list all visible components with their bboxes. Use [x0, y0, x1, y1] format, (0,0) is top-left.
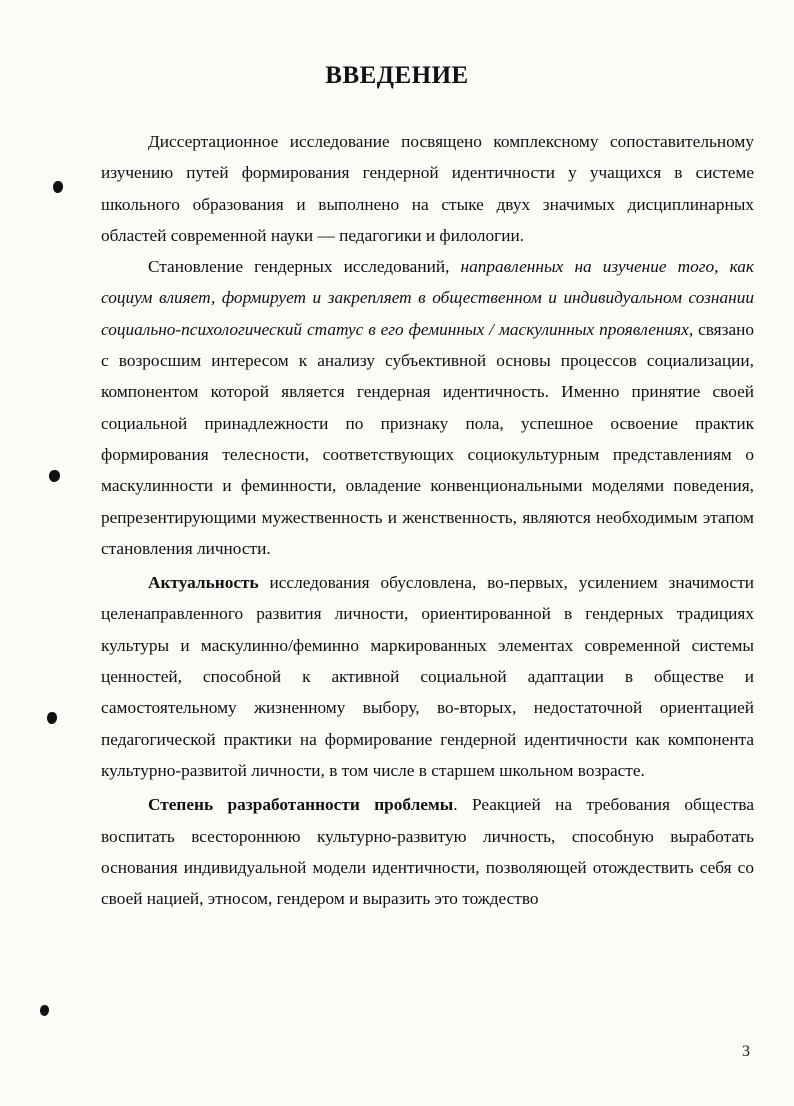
- scan-mark: [53, 181, 63, 193]
- paragraph-relevance: [101, 567, 754, 786]
- body-text: [101, 126, 754, 914]
- term-relevance: Актуальность: [148, 573, 259, 593]
- paragraph-intro: Диссертационное исследование посвящено комплексному сопоставительному изучению путей формирования гендерной идентичности у учащихся в системе школьного образования и выполнено на стыке двух значимых дисциплинарных областей современной науки — педагогики и филологии.: [101, 132, 754, 245]
- page-number: 3: [742, 1043, 750, 1060]
- scan-mark: [40, 1005, 49, 1016]
- paragraph-gender-studies: [101, 251, 754, 564]
- paragraph-rest: . Реакцией на требования общества воспитать всестороннюю культурно-развитую личность, способную выработать основания индивидуальной модели идентичности, позволяющей отождествить себя со своей нацией, этносом, гендером и выразить это тождество: [101, 795, 754, 909]
- term-problem-state: Степень разработанности проблемы: [148, 795, 454, 815]
- paragraph-rest: , связано с возросшим интересом к анализу субъективной основы процессов социализации, компонентом которой является гендерная идентичность. Именно принятие своей социальной принадлежности по признаку пола, успешное освоение практик формирования телесности, соответствующих социокультурным представлениям о маскулинности и феминности, овладение конвенциональными моделями поведения, репрезентирующими мужественность и женственность, являются необходимым этапом становления личности.: [101, 319, 755, 558]
- scan-mark: [47, 712, 57, 724]
- paragraph-problem-state: [101, 789, 754, 914]
- page-title: ВВЕДЕНИЕ: [325, 62, 469, 89]
- paragraph-lead: Становление гендерных исследований,: [148, 257, 461, 277]
- italic-phrase: направленных на изучение того, как социум влияет, формирует и закрепляет в общественном и индивидуальном сознании социально-психологический статус в его феминных / маскулинных проявлениях: [101, 257, 754, 339]
- paragraph-rest: исследования обусловлена, во-первых, усилением значимости целенаправленного развития личности, ориентированной в гендерных традициях культуры и маскулинно/феминно маркированных элементах современной системы ценностей, способной к активной социальной адаптации в обществе и самостоятельному жизненному выбору, во-вторых, недостаточной ориентацией педагогической практики на формирование гендерной идентичности как компонента культурно-развитой личности, в том числе в старшем школьном возрасте.: [101, 573, 754, 780]
- scan-mark: [49, 470, 60, 482]
